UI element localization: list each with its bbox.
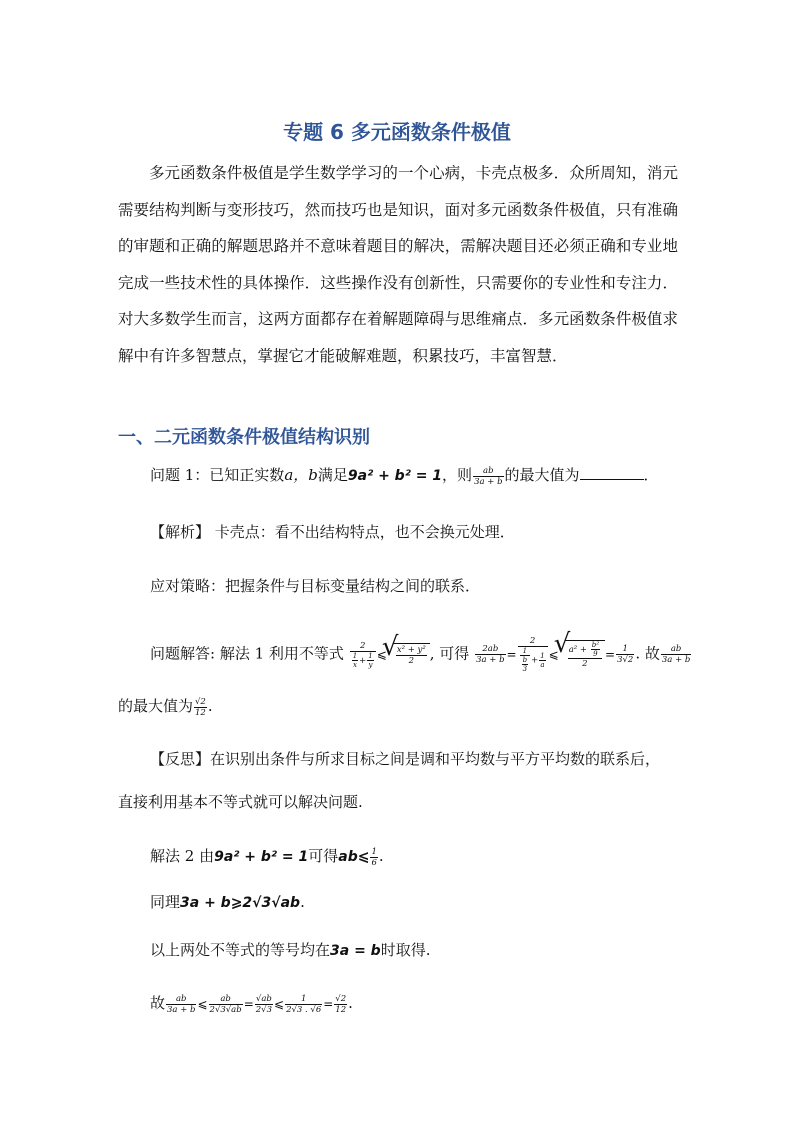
solution1-therefore: . 故	[635, 644, 660, 663]
equality-prefix: 以上两处不等式的等号均在	[150, 941, 331, 959]
problem-condition: 9a² + b² = 1	[347, 468, 443, 484]
solution2-line2	[150, 891, 305, 914]
equality-end: 时取得.	[380, 941, 431, 959]
final-fraction-5: $\frac{√2}{12}$	[335, 993, 347, 1015]
solution2-line4: 故 $\frac{ab}{3a + b}$ ⩽ $\frac{ab}{2√3√ab}$ = $\frac{√ab}{2√3}$ ⩽ $\frac{1}{2√3 . √6}$ = $\frac{√2}{12}$ .	[150, 993, 353, 1015]
reflection-line1: 【反思】在识别出条件与所求目标之间是调和平均数与平方平均数的联系后，	[150, 750, 661, 768]
max-value-end: .	[207, 697, 213, 715]
intro-paragraph: 多元函数条件极值是学生数学学习的一个心病，卡壳点极多．众所周知，消元需要结构判断与变形技巧，然而技巧也是知识，面对多元函数条件极值，只有准确的审题和正确的解题思路并不意味着题目的解决，需解决题目还必须正确和专业地完成一些技术性的具体操作．这些操作没有创新性，只需要你的专业性和专注力．对大多数学生而言，这两方面都存在着解题障碍与思维痛点．多元函数条件极值求解中有许多智慧点，掌握它才能破解难题，积累技巧，丰富智慧．	[118, 164, 678, 365]
one-sixth-fraction: $\frac{1}{6}$	[371, 846, 377, 868]
equality-condition: 3a = b	[330, 943, 381, 959]
target-fraction: $\frac{ab}{3a + b}$	[474, 465, 503, 487]
strategy-line: 应对策略：把握条件与目标变量结构之间的联系．	[150, 577, 481, 595]
harmonic-fraction-2: 2 $\frac{1}{\frac{b}{3}}$ + $\frac{1}{a}$	[518, 636, 548, 673]
page-title: 专题 6 多元函数条件极值	[283, 120, 511, 144]
max-value-prefix: 的最大值为	[118, 697, 194, 715]
answer-blank	[580, 465, 644, 480]
final-fraction-1: $\frac{ab}{3a + b}$	[167, 993, 196, 1015]
similarly-prefix: 同理	[150, 893, 181, 911]
solution2-mid: 可得	[308, 847, 339, 865]
target-fraction-3: $\frac{ab}{3a + b}$	[661, 644, 691, 665]
problem-prefix: 问题 1：已知正实数	[150, 466, 285, 484]
solution1-conclusion	[118, 695, 213, 718]
target-fraction-2: $\frac{2ab}{3a + b}$	[476, 644, 505, 665]
harmonic-fraction: 2 $\frac{1}{x}$ + $\frac{1}{y}$	[350, 641, 376, 669]
solution2-condition: 9a² + b² = 1	[214, 849, 309, 865]
solution2-result: ab⩽	[338, 849, 370, 865]
solution2-prefix: 解法 2 由	[150, 847, 215, 865]
quadratic-mean-root-2: √ a² + $\frac{\text{b²}}{9}$ 2	[565, 640, 605, 669]
problem-vars: a，b	[284, 466, 318, 484]
section-heading: 一、二元函数条件极值结构识别	[118, 427, 370, 448]
problem-mid: 满足	[317, 466, 348, 484]
solution2-line1: 解法 2 由9a² + b² = 1可得ab⩽ $\frac{1}{6}$ .	[150, 846, 384, 868]
problem-end: ．	[643, 466, 659, 484]
solution1-mid: , 可得	[429, 644, 470, 663]
am-gm-expression: 3a + b⩾2√3√ab	[180, 895, 301, 911]
solution1-line: 问题解答: 解法 1 利用不等式 2 $\frac{1}{x}$ + $\frac{1}{y}$ ⩽ √ $\frac{\text{x² + y²}}{2}$ , 可得 $\frac{2ab}{3a + b}$ = 2 $\frac{1}{\frac{b}{3}}$ + $\frac{1}{a}$ ⩽ √ a² + $\frac{\text{b²}}{9}$ 2 = $\frac{1}{3√2}$ . 故 $\frac{ab}{3a + b}$	[150, 636, 692, 673]
final-fraction-3: $\frac{√ab}{2√3}$	[255, 993, 272, 1015]
quadratic-mean-root: √ $\frac{\text{x² + y²}}{2}$	[393, 643, 430, 667]
solution1-prefix: 问题解答: 解法 1 利用不等式	[150, 644, 344, 663]
problem-suffix: 的最大值为	[504, 466, 580, 484]
similarly-end: .	[300, 893, 305, 911]
result-fraction: $\frac{1}{3√2}$	[617, 644, 634, 665]
problem-statement	[150, 464, 659, 487]
therefore-prefix: 故	[150, 994, 166, 1012]
solution2-line3	[150, 939, 431, 962]
max-value-fraction: $\frac{√2}{12}$	[195, 696, 206, 718]
final-fraction-4: $\frac{1}{2√3 . √6}$	[286, 993, 322, 1015]
problem-mid2: ，则	[442, 466, 473, 484]
analysis-line: 【解析】 卡壳点：看不出结构特点，也不会换元处理．	[150, 523, 515, 541]
final-fraction-2: $\frac{ab}{2√3√ab}$	[209, 993, 242, 1015]
reflection-line2: 直接利用基本不等式就可以解决问题.	[118, 793, 363, 811]
